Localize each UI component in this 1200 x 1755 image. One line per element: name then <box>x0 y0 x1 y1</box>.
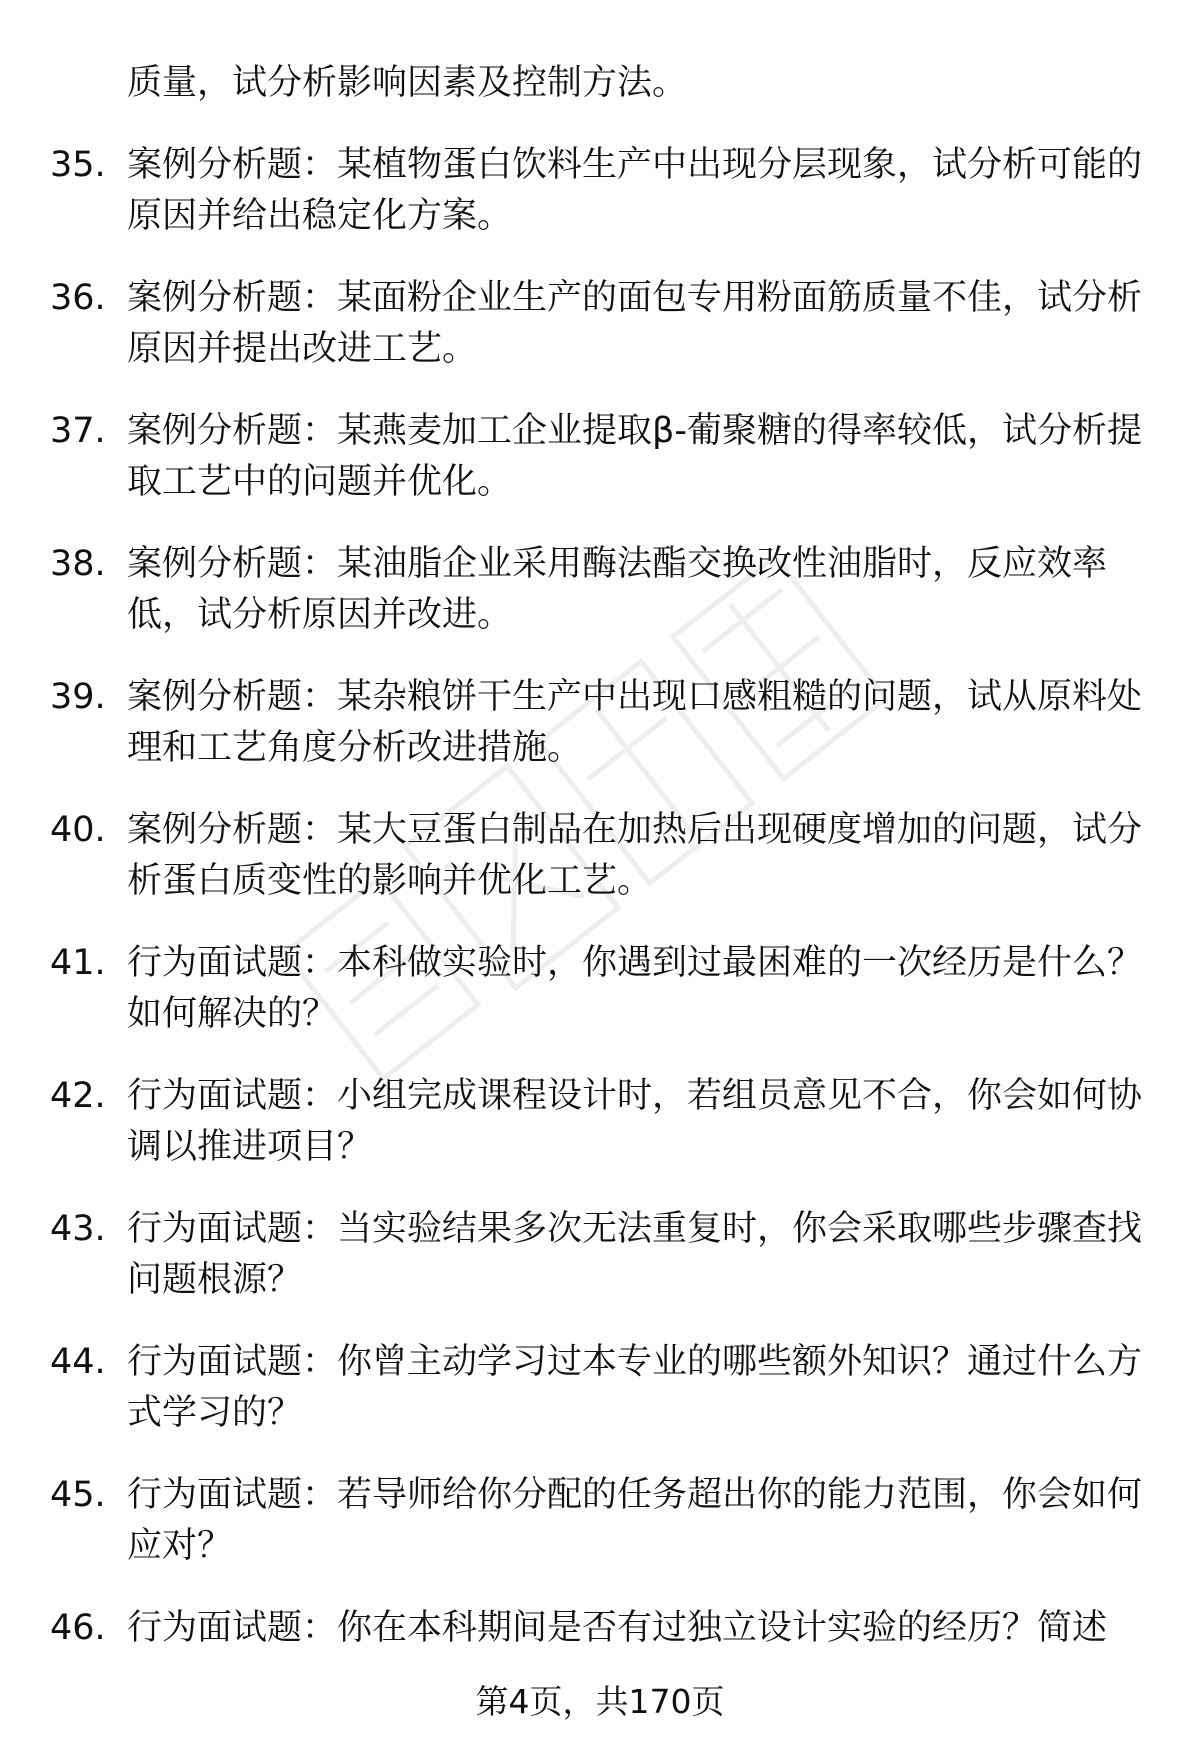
question-text: 行为面试题：你在本科期间是否有过独立设计实验的经历？简述 <box>127 1608 1108 1648</box>
continuation-text: 质量，试分析影响因素及控制方法。 <box>127 63 688 103</box>
question-number: 45. <box>50 1475 106 1515</box>
question-number: 44. <box>50 1342 106 1382</box>
question-item <box>50 539 1150 641</box>
question-item <box>50 1603 1150 1654</box>
question-list <box>50 58 1150 1685</box>
question-text: 案例分析题：某杂粮饼干生产中出现口感粗糙的问题，试从原料处理和工艺角度分析改进措施。 <box>127 677 1143 768</box>
question-number: 42. <box>50 1076 106 1116</box>
question-text: 案例分析题：某大豆蛋白制品在加热后出现硬度增加的问题，试分析蛋白质变性的影响并优化工艺。 <box>127 810 1143 901</box>
question-text: 案例分析题：某面粉企业生产的面包专用粉面筋质量不佳，试分析原因并提出改进工艺。 <box>127 278 1143 369</box>
question-text: 行为面试题：你曾主动学习过本专业的哪些额外知识？通过什么方式学习的？ <box>127 1342 1143 1433</box>
question-number: 35. <box>50 145 106 185</box>
question-item <box>50 805 1150 907</box>
question-text: 行为面试题：当实验结果多次无法重复时，你会采取哪些步骤查找问题根源？ <box>127 1209 1143 1300</box>
question-number: 46. <box>50 1608 106 1648</box>
question-item <box>50 273 1150 375</box>
question-number: 41. <box>50 943 106 983</box>
question-number: 37. <box>50 411 106 451</box>
question-number: 39. <box>50 677 106 717</box>
question-item <box>50 140 1150 242</box>
question-item <box>50 1071 1150 1173</box>
question-number: 40. <box>50 810 106 850</box>
question-text: 案例分析题：某油脂企业采用酶法酯交换改性油脂时，反应效率低，试分析原因并改进。 <box>127 544 1108 635</box>
question-item <box>50 1470 1150 1572</box>
question-text: 行为面试题：本科做实验时，你遇到过最困难的一次经历是什么？如何解决的？ <box>127 943 1143 1034</box>
question-text: 案例分析题：某植物蛋白饮料生产中出现分层现象，试分析可能的原因并给出稳定化方案。 <box>127 145 1143 236</box>
question-item <box>50 406 1150 508</box>
question-number: 43. <box>50 1209 106 1249</box>
question-item <box>50 938 1150 1040</box>
page-footer: 第4页，共170页 <box>475 1682 725 1721</box>
question-text: 行为面试题：小组完成课程设计时，若组员意见不合，你会如何协调以推进项目？ <box>127 1076 1143 1167</box>
question-item <box>50 672 1150 774</box>
question-number: 36. <box>50 278 106 318</box>
question-item <box>50 1337 1150 1439</box>
question-text: 行为面试题：若导师给你分配的任务超出你的能力范围，你会如何应对？ <box>127 1475 1143 1566</box>
question-number: 38. <box>50 544 106 584</box>
question-item <box>50 1204 1150 1306</box>
question-text: 案例分析题：某燕麦加工企业提取β-葡聚糖的得率较低，试分析提取工艺中的问题并优化。 <box>127 411 1142 502</box>
